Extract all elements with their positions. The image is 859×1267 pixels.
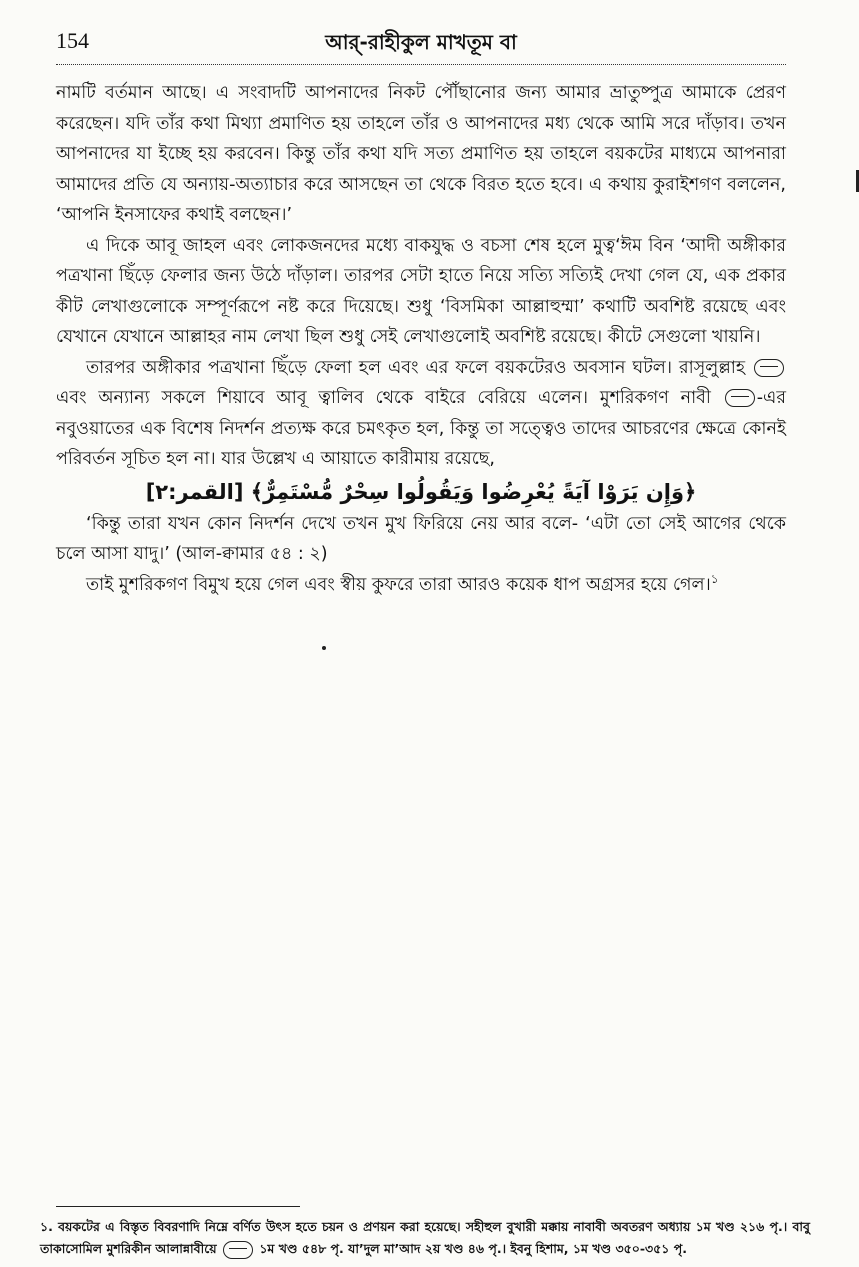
footnote-part-b: ১ম খণ্ড ৫৪৮ পৃ. যা’দুল মা’আদ ২য় খণ্ড ৪৬ পৃ.। ইবনু হিশাম, ১ম খণ্ড ৩৫০-৩৫১ পৃ. [259,1241,687,1256]
footnote-text [40,1216,810,1260]
paragraph-5-text: তাই মুশরিকগণ বিমুখ হয়ে গেল এবং স্বীয় কুফরে তারা আরও কয়েক ধাপ অগ্রসর হয়ে গেল। [86,574,711,595]
footnote-rule [56,1206,300,1207]
footnote [40,1216,810,1260]
paragraph-1: নামটি বর্তমান আছে। এ সংবাদটি আপনাদের নিকট পৌঁছানোর জন্য আমার ভ্রাতুষ্পুত্র আমাকে প্রেরণ করেছেন। যদি তাঁর কথা মিথ্যা প্রমাণিত হয় তাহলে তাঁর ও আপনাদের মধ্য থেকে আমি সরে দাঁড়াব। তখন আপনাদের যা ইচ্ছে হয় করবেন। কিন্তু তাঁর কথা যদি সত্য প্রমাণিত হয় তাহলে বয়কটের মাধ্যমে আপনারা আমাদের প্রতি যে অন্যায়-অত্যাচার করে আসছেন তা থেকে বিরত হতে হবে। এ কথায় কুরাইশগণ বললেন, ‘আপনি ইনসাফের কথাই বলছেন।’ [56,83,786,225]
salawat-icon [725,389,755,407]
paragraph-2: এ দিকে আবূ জাহল এবং লোকজনদের মধ্যে বাকযুদ্ধ ও বচসা শেষ হলে মুত্ব‘ঈম বিন ‘আদী অঙ্গীকার পত্রখানা ছিঁড়ে ফেলার জন্য উঠে দাঁড়াল। তারপর সেটা হাতে নিয়ে সত্যি সত্যিই দেখা গেল যে, এক প্রকার কীট লেখাগুলোকে সম্পূর্ণরূপে নষ্ট করে দিয়েছে। শুধু ‘বিসমিকা আল্লাহুম্মা’ কথাটি অবশিষ্ট রয়েছে এবং যেখানে যেখানে আল্লাহর নাম লেখা ছিল শুধু সেই লেখাগুলোই অবশিষ্ট রয়েছে। কীটে সেগুলো খায়নি। [56,235,786,347]
stray-dot [322,646,326,650]
header-rule [56,64,786,65]
paragraph-3-part-c: -এর নবুওয়াতের এক বিশেষ নিদর্শন প্রত্যক্ষ করে চমৎকৃত হল, কিন্তু তা সত্ত্বেও তাদের আচরণের ক্ষেত্রে কোনই পরিবর্তন সূচিত হল না। যার উল্লেখ এ আয়াতে কারীমায় রয়েছে, [56,388,786,469]
salawat-icon [223,1241,253,1259]
running-title: আর্-রাহীকুল মাখতূম বা [325,30,517,54]
main-text [56,78,786,600]
footnote-part-a: ১. বয়কটের এ বিস্তৃত বিবরণাদি নিম্নে বর্ণিত উৎস হতে চয়ন ও প্রণয়ন করা হয়েছে। সহীহুল বুখারী মক্কায় নাবাবী অবতরণ অধ্যায় ১ম খণ্ড ২১৬ পৃ.। বাবু তাকাসোমিল মুশরিকীন আলান্নাবীয়ে [40,1219,810,1256]
arabic-verse: ﴿وَإِن يَرَوْا آيَةً يُعْرِضُوا وَيَقُولُوا سِحْرٌ مُّسْتَمِرٌّ﴾ [القمر:٢] [145,479,697,504]
salawat-icon [754,359,784,377]
page-number: 154 [56,28,89,53]
paragraph-5 [56,570,786,601]
paragraph-3-part-a: তারপর অঙ্গীকার পত্রখানা ছিঁড়ে ফেলা হল এবং এর ফলে বয়কটেরও অবসান ঘটল। রাসূলুল্লাহ [86,357,746,378]
paragraph-4: ‘কিন্তু তারা যখন কোন নিদর্শন দেখে তখন মুখ ফিরিয়ে নেয় আর বলে- ‘এটা তো সেই আগের থেকে চলে আসা যাদু।’ (আল-ক্বামার ৫৪ : ২) [56,513,786,564]
paragraph-3-part-b: এবং অন্যান্য সকলে শিয়াবে আবূ ত্বালিব থেকে বাইরে বেরিয়ে এলেন। মুশরিকগণ নাবী [56,388,711,408]
footnote-reference: ১ [710,571,719,586]
paragraph-3 [56,353,786,475]
page-header [56,26,786,62]
